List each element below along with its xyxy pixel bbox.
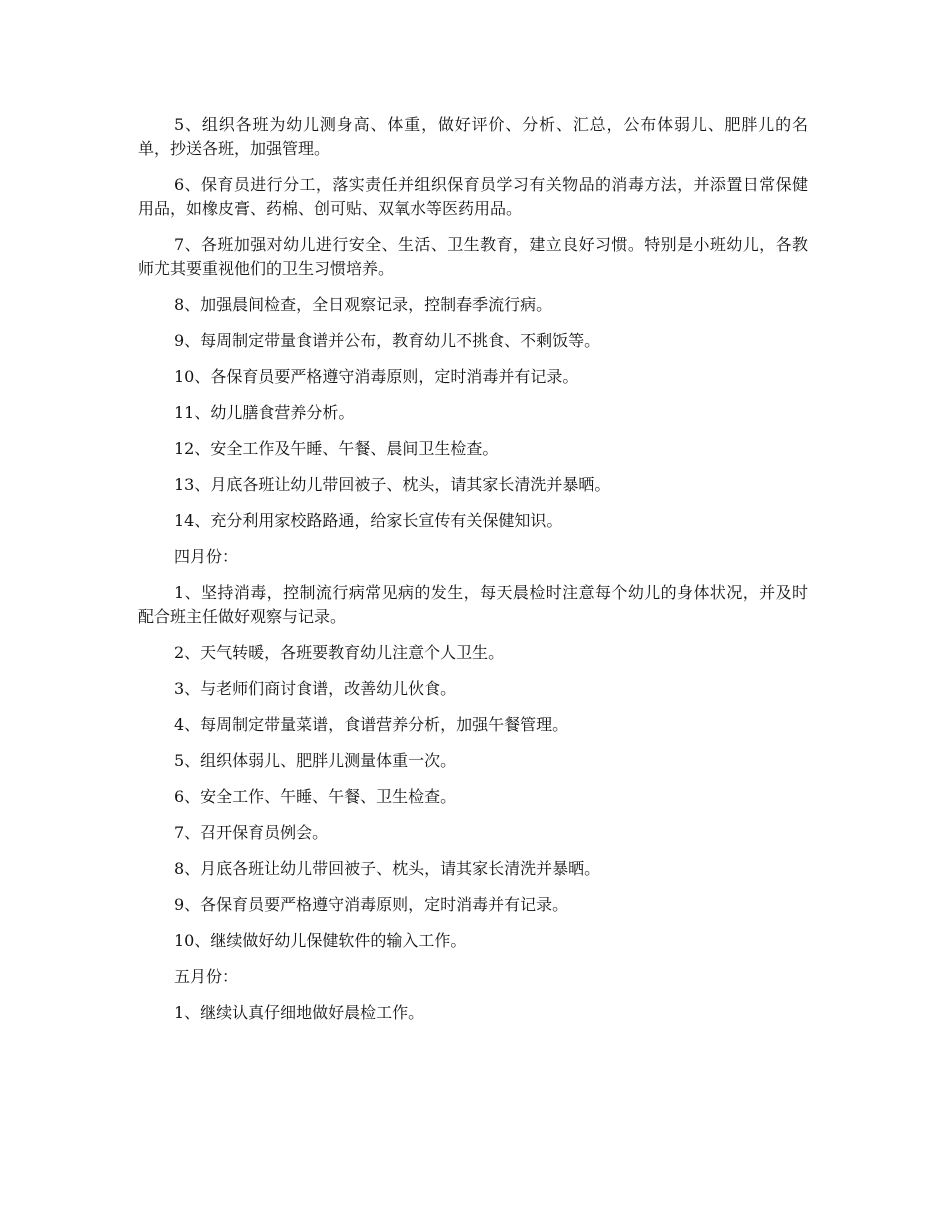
paragraph: 7、各班加强对幼儿进行安全、生活、卫生教育，建立良好习惯。特别是小班幼儿，各教师尤其要重视他们的卫生习惯培养。 <box>138 235 808 278</box>
paragraph: 5、组织各班为幼儿测身高、体重，做好评价、分析、汇总，公布体弱儿、肥胖儿的名单，抄送各班，加强管理。 <box>138 115 808 158</box>
paragraph: 1、继续认真仔细地做好晨检工作。 <box>174 1003 425 1022</box>
paragraph: 6、保育员进行分工，落实责任并组织保育员学习有关物品的消毒方法，并添置日常保健用品，如橡皮膏、药棉、创可贴、双氧水等医药用品。 <box>138 175 808 218</box>
paragraph: 13、月底各班让幼儿带回被子、枕头，请其家长清洗并暴晒。 <box>174 475 611 494</box>
paragraph: 9、各保育员要严格遵守消毒原则，定时消毒并有记录。 <box>174 895 569 914</box>
section-heading-april: 四月份： <box>174 547 239 566</box>
paragraph: 6、安全工作、午睡、午餐、卫生检查。 <box>174 787 457 806</box>
paragraph: 10、继续做好幼儿保健软件的输入工作。 <box>174 931 467 950</box>
paragraph: 1、坚持消毒，控制流行病常见病的发生，每天晨检时注意每个幼儿的身体状况，并及时配合班主任做好观察与记录。 <box>138 583 808 626</box>
paragraph: 10、各保育员要严格遵守消毒原则，定时消毒并有记录。 <box>174 367 579 386</box>
paragraph: 4、每周制定带量菜谱，食谱营养分析，加强午餐管理。 <box>174 715 569 734</box>
section-heading-may: 五月份： <box>174 967 239 986</box>
paragraph: 3、与老师们商讨食谱，改善幼儿伙食。 <box>174 679 457 698</box>
paragraph: 5、组织体弱儿、肥胖儿测量体重一次。 <box>174 751 457 770</box>
paragraph: 8、月底各班让幼儿带回被子、枕头，请其家长清洗并暴晒。 <box>174 859 601 878</box>
paragraph: 12、安全工作及午睡、午餐、晨间卫生检查。 <box>174 439 499 458</box>
document-body <box>138 113 808 1037</box>
paragraph: 11、幼儿膳食营养分析。 <box>174 403 355 422</box>
paragraph: 9、每周制定带量食谱并公布，教育幼儿不挑食、不剩饭等。 <box>174 331 601 350</box>
paragraph: 8、加强晨间检查，全日观察记录，控制春季流行病。 <box>174 295 553 314</box>
paragraph: 14、充分利用家校路路通，给家长宣传有关保健知识。 <box>174 511 563 530</box>
paragraph: 2、天气转暖，各班要教育幼儿注意个人卫生。 <box>174 643 505 662</box>
paragraph: 7、召开保育员例会。 <box>174 823 329 842</box>
